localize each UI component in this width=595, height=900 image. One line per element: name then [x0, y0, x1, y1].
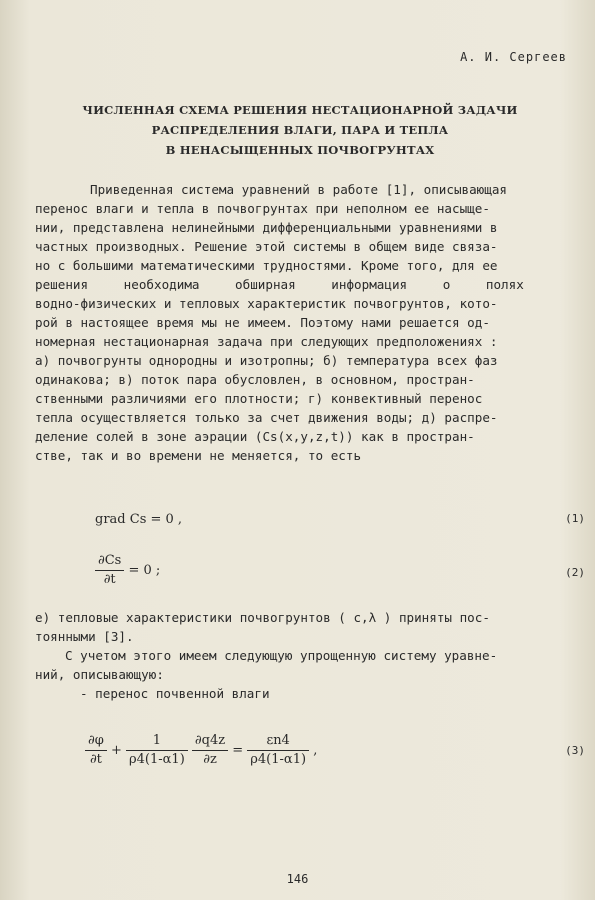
- text-line: номерная нестационарная задача при следующих предположениях :: [35, 334, 498, 349]
- eq3-term-1-num: ∂φ: [85, 732, 107, 751]
- text-line: Приведенная система уравнений в работе [1], описывающая: [90, 182, 508, 197]
- text-line: С учетом этого имеем следующую упрощенную систему уравне-: [65, 648, 498, 663]
- equation-3: [85, 732, 317, 769]
- equation-2-rest: = 0 ;: [128, 563, 161, 578]
- equation-2: [95, 552, 160, 589]
- eq3-term-3-num: ∂q4z: [192, 732, 228, 751]
- eq3-term-2-num: 1: [126, 732, 188, 751]
- eq3-term-1-den: ∂t: [89, 752, 102, 767]
- text-line: перенос влаги и тепла в почвогрунтах при неполном ее насыще-: [35, 201, 490, 216]
- text-line: - перенос почвенной влаги: [80, 686, 270, 701]
- text-line: частных производных. Решение этой системы в общем виде связа-: [35, 239, 498, 254]
- eq3-term-4-num: εn4: [247, 732, 309, 751]
- eq3-term-4-den: ρ4(1-α1): [250, 752, 307, 767]
- text-line: рой в настоящее время мы не имеем. Поэтому нами решается од-: [35, 315, 490, 330]
- text-line: но с большими математическими трудностями. Кроме того, для ее: [35, 258, 498, 273]
- text-line: решения необходима обширная информация о полях: [35, 277, 524, 292]
- equation-2-fraction: [95, 552, 124, 589]
- title-line-3: В НЕНАСЫЩЕННЫХ ПОЧВОГРУНТАХ: [165, 143, 435, 157]
- article-title: [60, 100, 540, 160]
- comma: ,: [313, 743, 318, 758]
- text-line: нии, представлена нелинейными дифференциальными уравнениями в: [35, 220, 498, 235]
- plus-sign: +: [110, 743, 126, 758]
- text-line: е) тепловые характеристики почвогрунтов ( c,λ ) приняты пос-: [35, 610, 490, 625]
- eq3-term-4: [247, 732, 309, 769]
- equation-2-numerator: ∂Cs: [95, 552, 124, 571]
- text-line: тоянными [3].: [35, 629, 134, 644]
- text-line: ственными различиями его плотности; г) конвективный перенос: [35, 391, 483, 406]
- equals-sign: =: [232, 743, 248, 758]
- equation-2-denominator: ∂t: [103, 572, 116, 587]
- text-line: ний, описывающую:: [35, 667, 164, 682]
- author-name: А. И. Сергеев: [460, 50, 567, 64]
- text-line: тепла осуществляется только за счет движения воды; д) распре-: [35, 410, 498, 425]
- eq3-term-1: [85, 732, 107, 769]
- text-line: водно-физических и тепловых характеристик почвогрунтов, кото-: [35, 296, 498, 311]
- text-line: стве, так и во времени не меняется, то есть: [35, 448, 362, 463]
- equation-1: [95, 512, 182, 527]
- text-line: одинакова; в) поток пара обусловлен, в основном, простран-: [35, 372, 475, 387]
- equation-2-number: (2): [565, 566, 585, 579]
- equation-3-number: (3): [565, 744, 585, 757]
- equation-1-number: (1): [565, 512, 585, 525]
- paragraph-1: [35, 180, 580, 465]
- equation-1-body: grad Cs = 0 ,: [95, 512, 183, 527]
- text-line: деление солей в зоне аэрации (Cs(x,y,z,t)) как в простран-: [35, 429, 475, 444]
- title-line-2: РАСПРЕДЕЛЕНИЯ ВЛАГИ, ПАРА И ТЕПЛА: [151, 123, 449, 137]
- eq3-term-3: [192, 732, 228, 769]
- paragraph-2: [35, 608, 580, 703]
- eq3-term-3-den: ∂z: [203, 752, 217, 767]
- eq3-term-2-den: ρ4(1-α1): [129, 752, 185, 767]
- page-number: 146: [286, 872, 309, 886]
- eq3-term-2: [126, 732, 188, 769]
- title-line-1: ЧИСЛЕННАЯ СХЕМА РЕШЕНИЯ НЕСТАЦИОНАРНОЙ ЗАДАЧИ: [82, 103, 518, 117]
- text-line: а) почвогрунты однородны и изотропны; б) температура всех фаз: [35, 353, 498, 368]
